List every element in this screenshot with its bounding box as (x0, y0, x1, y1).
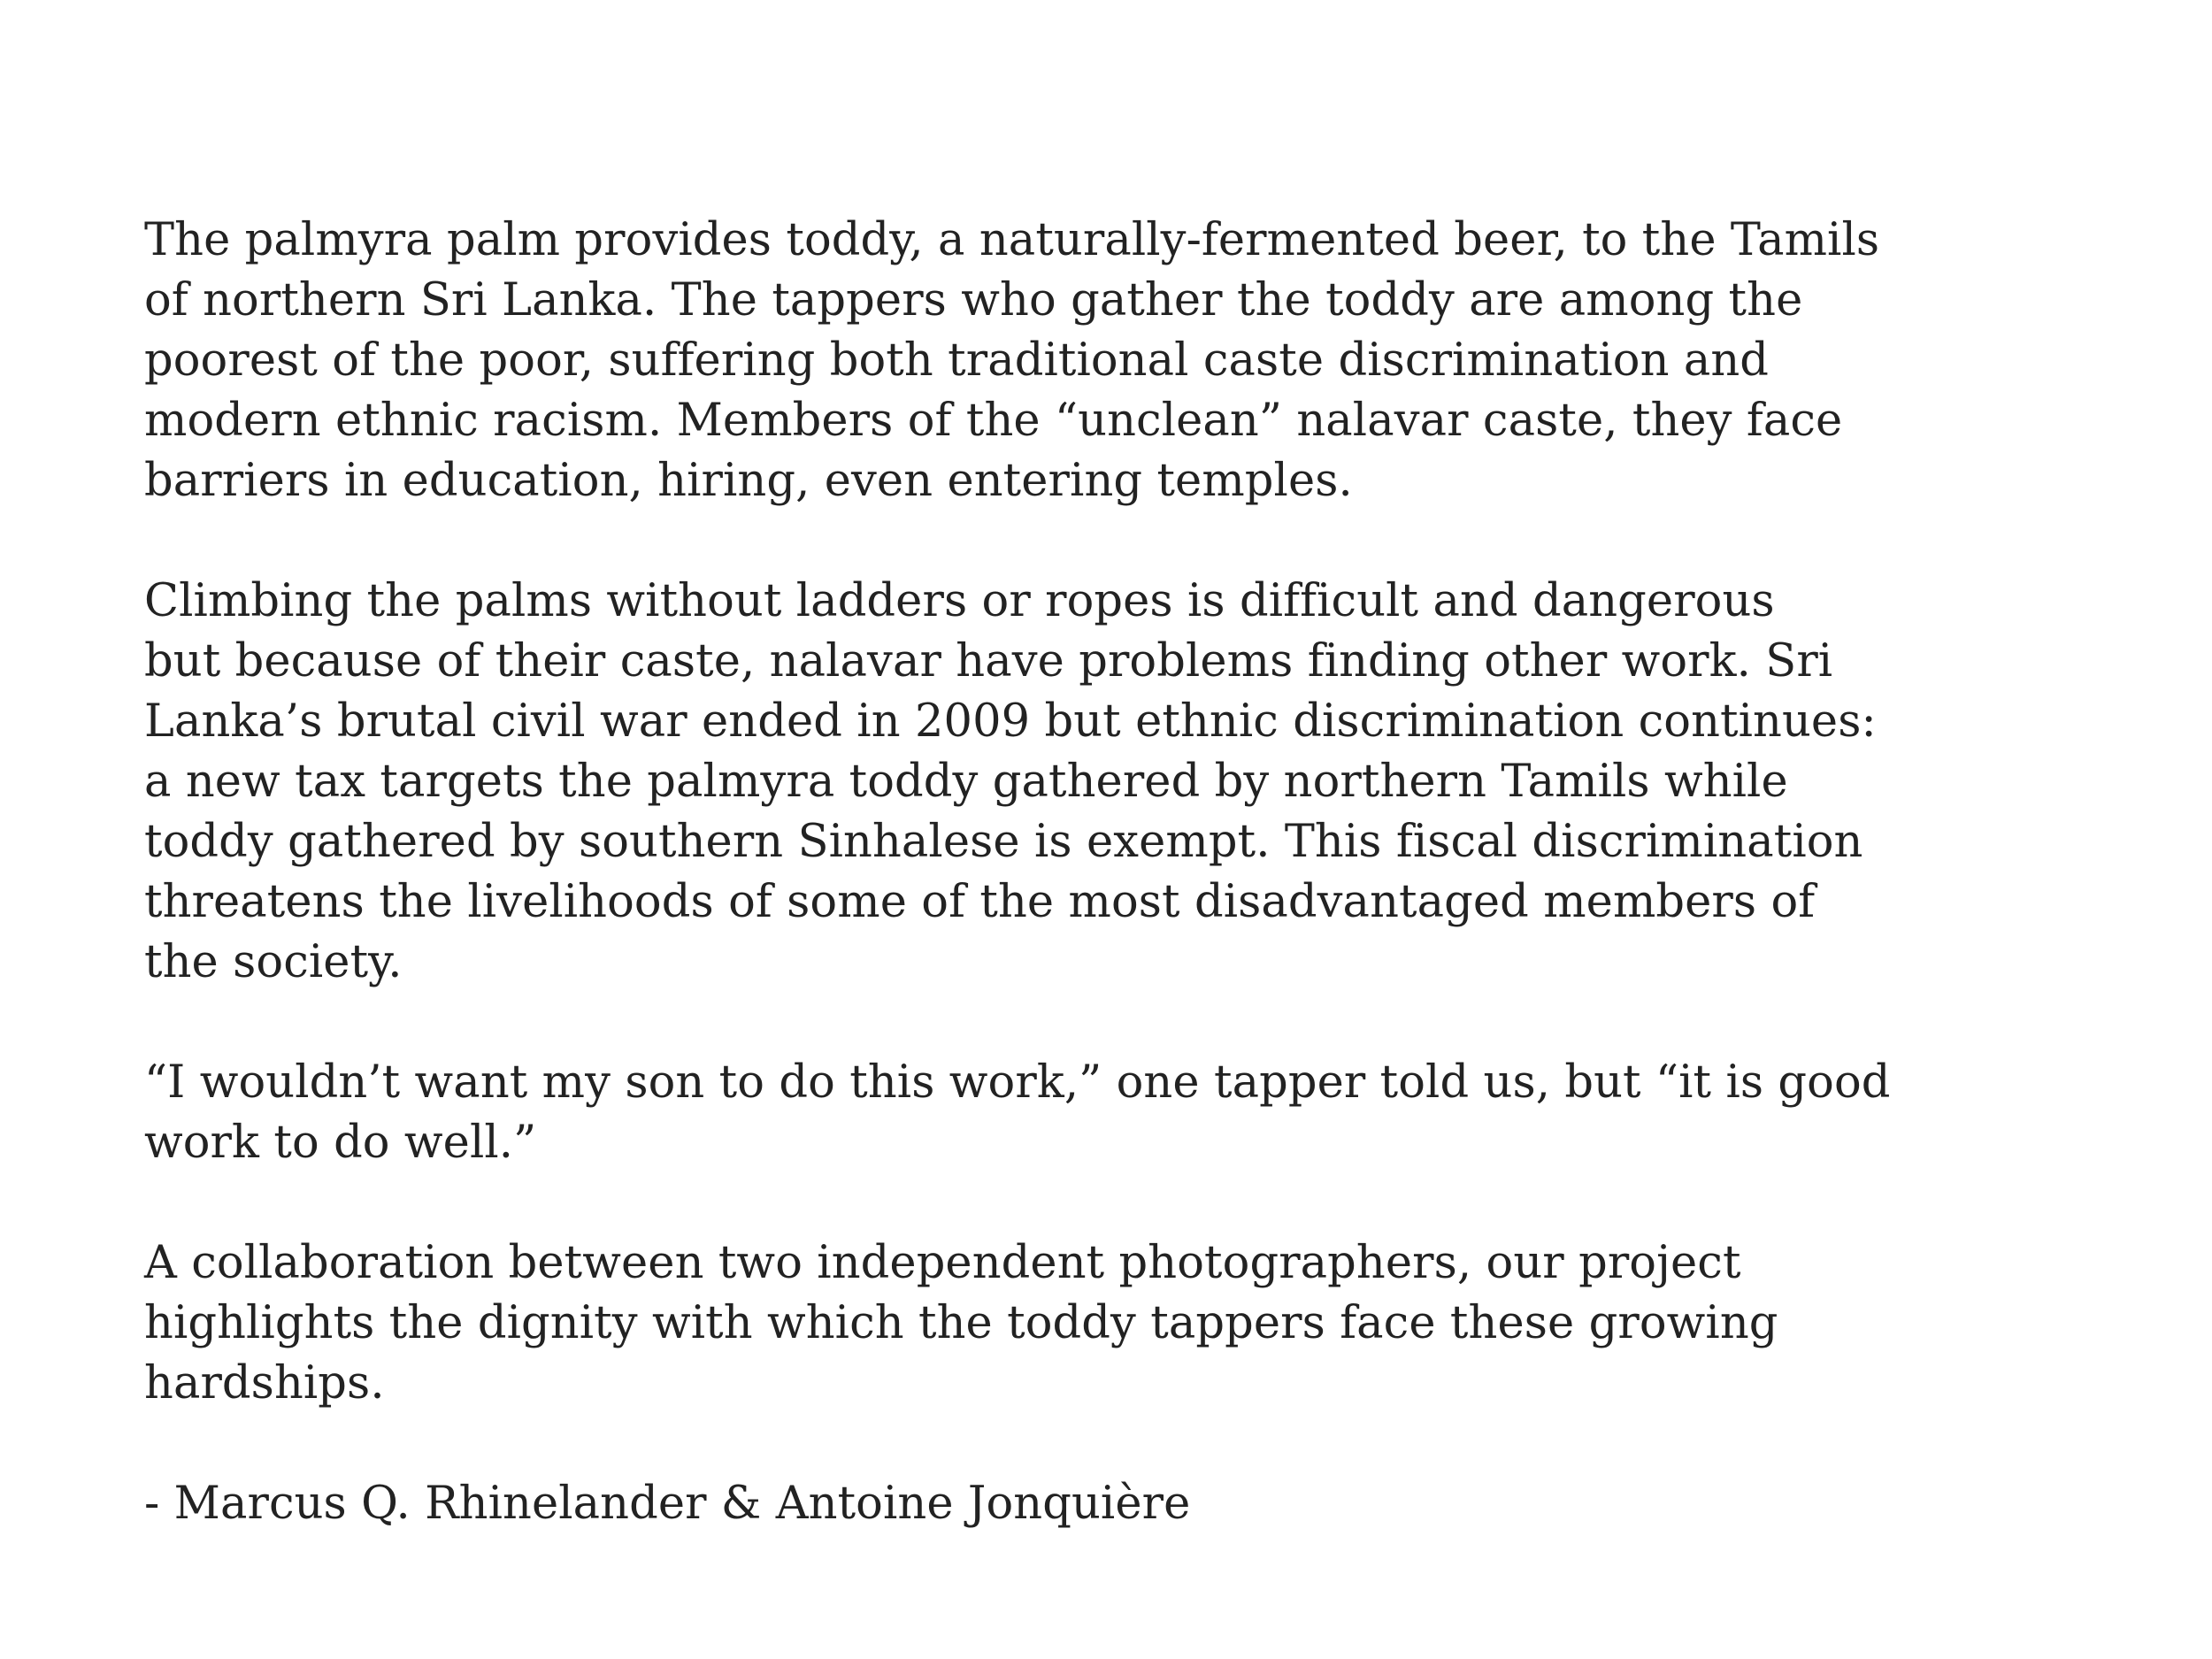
text-line: toddy gathered by southern Sinhalese is exempt. This fiscal discrimination (144, 816, 1863, 868)
paragraph-quote (144, 1053, 1914, 1173)
text-line: highlights the dignity with which the toddy tappers face these growing (144, 1297, 1778, 1349)
text-line: barriers in education, hiring, even entering temples. (144, 455, 1353, 507)
text-line: of northern Sri Lanka. The tappers who gather the toddy are among the (144, 274, 1803, 326)
text-line: “I wouldn’t want my son to do this work,” one tapper told us, but “it is good (144, 1056, 1891, 1109)
text-line: modern ethnic racism. Members of the “unclean” nalavar caste, they face (144, 395, 1843, 447)
text-line: poorest of the poor, suffering both traditional caste discrimination and (144, 334, 1770, 387)
text-line: the society. (144, 936, 403, 988)
signature-line: - Marcus Q. Rhinelander & Antoine Jonquière (144, 1478, 1191, 1530)
text-line: Climbing the palms without ladders or ropes is difficult and dangerous (144, 575, 1775, 627)
text-line: The palmyra palm provides toddy, a naturally-fermented beer, to the Tamils (144, 214, 1880, 266)
text-line: but because of their caste, nalavar have problems finding other work. Sri (144, 635, 1833, 687)
text-line: threatens the livelihoods of some of the most disadvantaged members of (144, 876, 1816, 928)
statement-text (144, 211, 1914, 1534)
paragraph-climbing (144, 572, 1914, 993)
paragraph-collaboration (144, 1233, 1914, 1414)
text-line: Lanka’s brutal civil war ended in 2009 but ethnic discrimination continues: (144, 695, 1877, 748)
paragraph-intro (144, 211, 1914, 511)
signature (144, 1474, 1914, 1534)
text-line: hardships. (144, 1357, 385, 1409)
text-line: A collaboration between two independent photographers, our project (144, 1237, 1741, 1289)
text-line: work to do well.” (144, 1117, 537, 1169)
text-line: a new tax targets the palmyra toddy gathered by northern Tamils while (144, 756, 1788, 808)
